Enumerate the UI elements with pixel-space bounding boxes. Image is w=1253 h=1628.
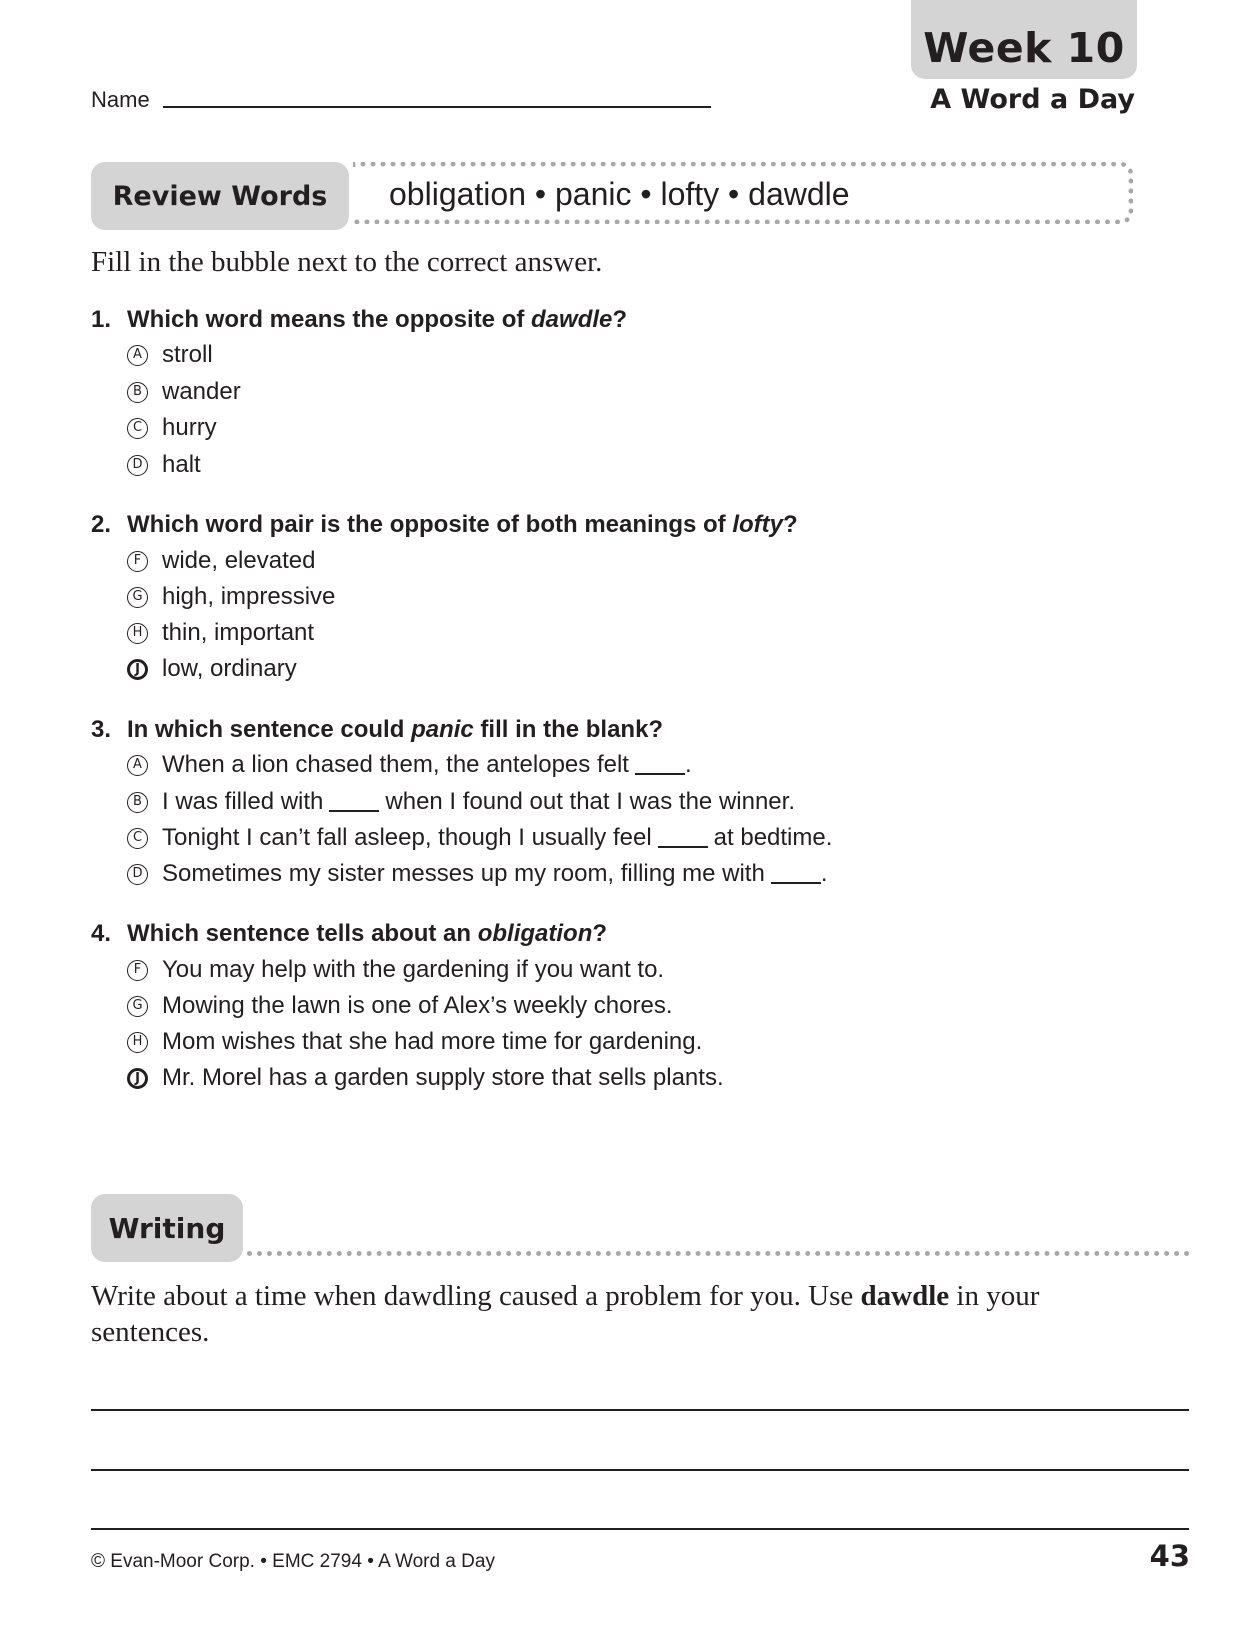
answer-bubble[interactable]: D [127,455,148,476]
answer-bubble[interactable]: B [127,382,148,403]
question-number: 2. [91,511,112,538]
option-2j[interactable] [127,655,297,683]
question-text: Which word pair is the opposite of both meanings of [127,511,733,538]
answer-bubble[interactable]: B [127,792,148,813]
writing-divider [247,1251,1190,1256]
page-number: 43 [1149,1539,1190,1573]
option-2h[interactable] [127,619,314,647]
name-label: Name [91,87,150,112]
question-3 [91,716,663,744]
answer-bubble[interactable]: A [127,755,148,776]
option-text: Sometimes my sister messes up my room, filling me with [162,860,765,887]
option-text: low, ordinary [162,655,297,682]
footer-credit: © Evan-Moor Corp. • EMC 2794 • A Word a Day [91,1551,495,1572]
answer-bubble-filled[interactable]: J [127,659,148,680]
question-text-end: ? [592,920,608,947]
option-text: stroll [162,341,213,368]
writing-prompt-word: dawdle [860,1280,950,1312]
review-words-tab [91,162,349,230]
option-4h[interactable] [127,1028,702,1056]
instructions: Fill in the bubble next to the correct answer. [91,246,603,278]
question-text: Which word means the opposite of [127,306,532,333]
series-title: A Word a Day [930,84,1135,115]
writing-line[interactable] [91,1528,1189,1530]
option-text: I was filled with [162,788,324,815]
question-2 [91,511,798,539]
name-field-line[interactable] [163,106,711,108]
option-1b[interactable] [127,378,241,406]
answer-bubble[interactable]: G [127,996,148,1017]
review-words-label: Review Words [112,180,328,212]
option-text: wander [162,378,241,405]
answer-bubble[interactable]: F [127,960,148,981]
option-3d[interactable] [127,860,827,888]
option-text-end: when I found out that I was the winner. [385,788,795,815]
option-4g[interactable] [127,992,672,1020]
question-keyword: lofty [732,511,784,538]
question-number: 4. [91,920,112,947]
fill-in-blank [771,864,821,884]
week-title: Week 10 [923,24,1125,72]
option-text: Mowing the lawn is one of Alex’s weekly chores. [162,992,673,1019]
question-text: Which sentence tells about an [127,920,478,947]
option-text: Tonight I can’t fall asleep, though I usually feel [162,824,652,851]
option-text: hurry [162,414,217,441]
option-3b[interactable] [127,788,795,816]
writing-line[interactable] [91,1469,1189,1471]
answer-bubble[interactable]: C [127,418,148,439]
option-2g[interactable] [127,583,335,611]
review-words-list: obligation • panic • lofty • dawdle [389,176,850,212]
question-1 [91,306,627,334]
fill-in-blank [329,792,379,812]
option-text: You may help with the gardening if you want to. [162,956,665,983]
writing-prompt [91,1278,1051,1350]
writing-line[interactable] [91,1409,1189,1411]
option-1a[interactable] [127,341,213,369]
option-4j[interactable] [127,1064,724,1092]
question-number: 1. [91,306,112,333]
option-text-end: at bedtime. [713,824,833,851]
answer-bubble[interactable]: C [127,828,148,849]
writing-prompt-text-end: in your sentences. [91,1280,1040,1348]
fill-in-blank [635,755,685,775]
question-4 [91,920,607,948]
question-keyword: dawdle [531,306,613,333]
writing-prompt-text: Write about a time when dawdling caused a problem for you. Use [91,1280,861,1312]
answer-bubble[interactable]: F [127,551,148,572]
question-text-end: fill in the blank? [473,716,664,743]
question-text: In which sentence could [127,716,412,743]
option-text: Mr. Morel has a garden supply store that sells plants. [162,1064,724,1091]
writing-tab [91,1194,243,1262]
option-text: high, impressive [162,583,336,610]
question-number: 3. [91,716,112,743]
question-keyword: obligation [477,920,593,947]
question-text-end: ? [783,511,798,538]
option-text: halt [162,451,201,478]
answer-bubble[interactable]: H [127,623,148,644]
option-3a[interactable] [127,751,692,779]
question-text-end: ? [612,306,628,333]
writing-label: Writing [108,1211,226,1245]
week-tab [911,0,1137,79]
answer-bubble[interactable]: H [127,1032,148,1053]
question-keyword: panic [411,716,474,743]
option-text: Mom wishes that she had more time for gardening. [162,1028,703,1055]
option-text-end: . [684,751,692,778]
option-text: thin, important [162,619,315,646]
answer-bubble-filled[interactable]: J [127,1068,148,1089]
option-4f[interactable] [127,956,664,984]
option-text-end: . [820,860,828,887]
answer-bubble[interactable]: G [127,587,148,608]
answer-bubble[interactable]: D [127,864,148,885]
answer-bubble[interactable]: A [127,345,148,366]
option-text: wide, elevated [162,547,316,574]
option-1d[interactable] [127,451,201,479]
option-2f[interactable] [127,547,315,575]
option-1c[interactable] [127,414,217,442]
option-3c[interactable] [127,824,832,852]
fill-in-blank [658,828,708,848]
option-text: When a lion chased them, the antelopes felt [162,751,629,778]
